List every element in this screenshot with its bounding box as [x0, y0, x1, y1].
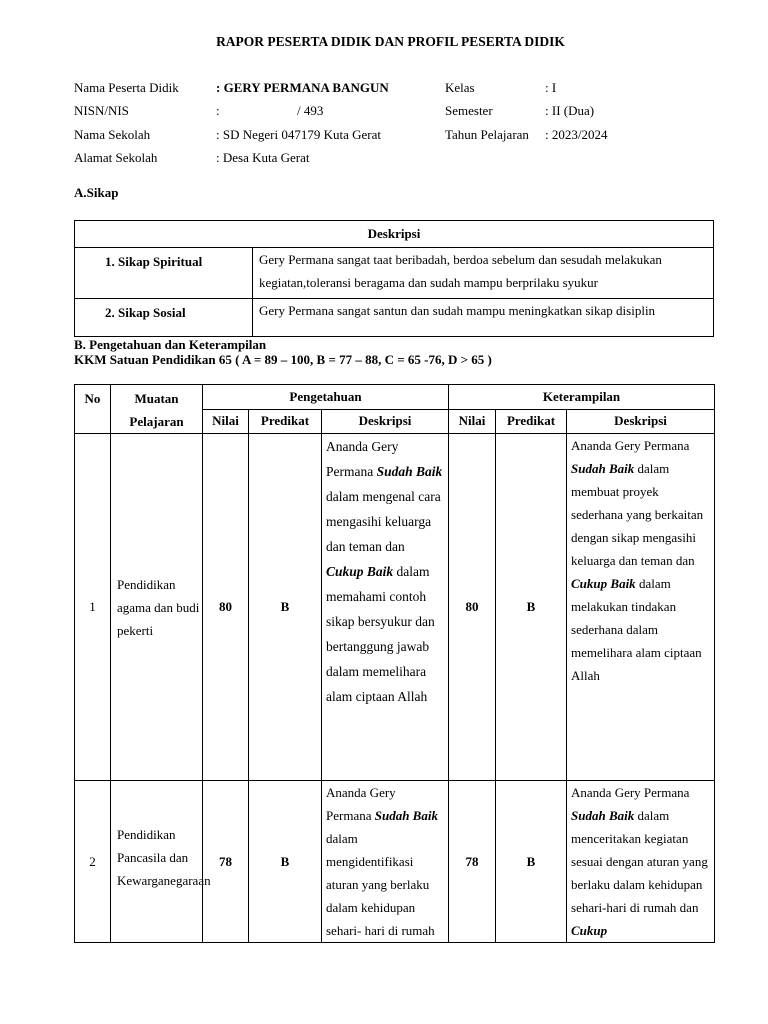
row-k-deskripsi: Ananda Gery Permana Sudah Baik dalam menceritakan kegiatan sesuai dengan aturan yang berlaku dalam kehidupan sehari-hari di rumah dan Cukup: [567, 781, 715, 943]
semester-label: Semester: [445, 103, 493, 118]
table-row: [75, 434, 715, 781]
year-value: : 2023/2024: [545, 127, 608, 142]
name-label: Nama Peserta Didik: [74, 80, 179, 95]
section-b-heading: B. Pengetahuan dan Keterampilan: [74, 337, 267, 352]
year-label: Tahun Pelajaran: [445, 127, 529, 142]
row-subject: Pendidikan agama dan budi pekerti: [111, 434, 203, 781]
sikap-sosial-desc: Gery Permana sangat santun dan sudah mampu meningkatkan sikap disiplin: [253, 299, 714, 337]
name-value: : GERY PERMANA BANGUN: [216, 80, 389, 95]
sikap-heading: A.Sikap: [74, 185, 119, 200]
row-subject: Pendidikan Pancasila dan Kewarganegaraan: [111, 781, 203, 943]
header-keterampilan: Keterampilan: [449, 385, 715, 410]
row-k-nilai: 80: [449, 434, 496, 781]
header-k-deskripsi: Deskripsi: [567, 409, 715, 434]
header-pengetahuan: Pengetahuan: [203, 385, 449, 410]
semester-value: : II (Dua): [545, 103, 595, 118]
row-p-nilai: 80: [203, 434, 249, 781]
nisn-value: / 493: [297, 103, 324, 118]
sikap-header-deskripsi: Deskripsi: [75, 221, 714, 248]
header-muatan: Muatan Pelajaran: [111, 385, 203, 434]
grades-table: [74, 384, 715, 943]
row-p-nilai: 78: [203, 781, 249, 943]
header-p-nilai: Nilai: [203, 409, 249, 434]
sikap-table: [74, 220, 714, 337]
report-title: RAPOR PESERTA DIDIK DAN PROFIL PESERTA DIDIK: [216, 34, 565, 49]
school-label: Nama Sekolah: [74, 127, 151, 142]
header-p-predikat: Predikat: [249, 409, 322, 434]
nisn-colon: :: [216, 103, 220, 118]
address-label: Alamat Sekolah: [74, 150, 158, 165]
header-k-nilai: Nilai: [449, 409, 496, 434]
sikap-spiritual-desc: Gery Permana sangat taat beribadah, berdoa sebelum dan sesudah melakukan kegiatan,toleransi beragama dan sudah mampu berprilaku syukur: [253, 248, 714, 299]
school-value: : SD Negeri 047179 Kuta Gerat: [216, 127, 381, 142]
address-value: : Desa Kuta Gerat: [216, 150, 310, 165]
row-k-predikat: B: [496, 781, 567, 943]
row-p-predikat: B: [249, 434, 322, 781]
sikap-sosial-label: 2. Sikap Sosial: [75, 299, 253, 337]
row-k-predikat: B: [496, 434, 567, 781]
sikap-spiritual-label: 1. Sikap Spiritual: [75, 248, 253, 299]
row-k-nilai: 78: [449, 781, 496, 943]
table-row: [75, 248, 714, 299]
kkm-text: KKM Satuan Pendidikan 65 ( A = 89 – 100, B = 77 – 88, C = 65 -76, D > 65 ): [74, 352, 492, 367]
row-k-deskripsi: Ananda Gery Permana Sudah Baik dalam membuat proyek sederhana yang berkaitan dengan sikap mengasihi keluarga dan teman dan Cukup Baik dalam melakukan tindakan sederhana dalam memelihara alam ciptaan Allah: [567, 434, 715, 781]
header-k-predikat: Predikat: [496, 409, 567, 434]
nisn-label: NISN/NIS: [74, 103, 129, 118]
row-p-predikat: B: [249, 781, 322, 943]
row-no: 1: [75, 434, 111, 781]
table-row: [75, 781, 715, 943]
class-value: : I: [545, 80, 557, 95]
row-p-deskripsi: Ananda Gery Permana Sudah Baik dalam mengenal cara mengasihi keluarga dan teman dan Cukup Baik dalam memahami contoh sikap bersyukur dan bertanggung jawab dalam memelihara alam ciptaan Allah: [322, 434, 449, 781]
table-row: [75, 299, 714, 337]
class-label: Kelas: [445, 80, 475, 95]
header-no: No: [75, 385, 111, 434]
row-no: 2: [75, 781, 111, 943]
header-p-deskripsi: Deskripsi: [322, 409, 449, 434]
row-p-deskripsi: Ananda Gery Permana Sudah Baik dalam mengidentifikasi aturan yang berlaku dalam kehidupan sehari- hari di rumah: [322, 781, 449, 943]
